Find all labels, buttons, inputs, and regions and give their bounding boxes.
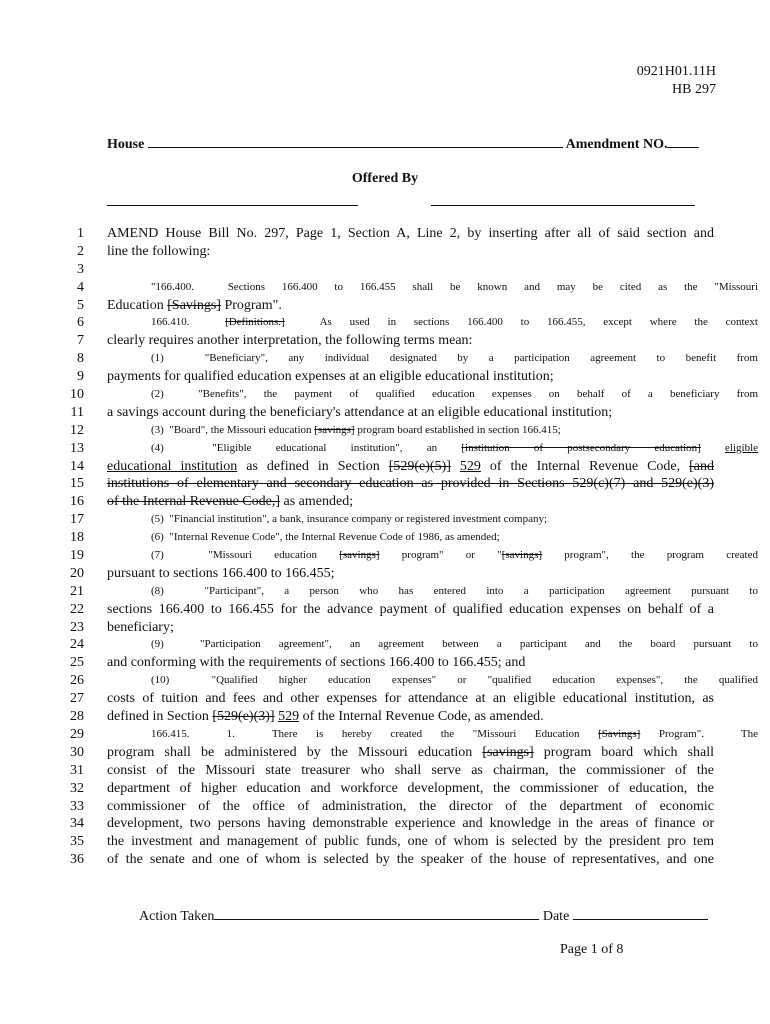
document-line	[0, 851, 770, 869]
document-line	[0, 332, 770, 350]
line-text	[107, 368, 714, 386]
line-number: 10	[70, 387, 84, 403]
line-number: 36	[70, 852, 84, 868]
line-number: 23	[70, 619, 84, 635]
text-segment: consist of the Missouri state treasurer who shall serve as chairman, the commissioner of the	[107, 762, 714, 778]
document-line	[0, 297, 770, 315]
document-line	[0, 833, 770, 851]
text-segment: (2) "Benefits", the payment of qualified education expenses on behalf of a beneficiary from	[151, 388, 758, 401]
line-text	[107, 225, 714, 243]
line-number: 15	[70, 476, 84, 492]
text-segment: (1) "Beneficiary", any individual designated by a participation agreement to benefit from	[151, 352, 758, 365]
text-segment: costs of tuition and fees and other expenses for attendance at an eligible educational institution, as	[107, 691, 714, 707]
deleted-text: [529(e)(3)]	[212, 709, 275, 725]
line-text	[107, 798, 714, 816]
text-segment: program board established in section 166.415;	[354, 423, 561, 436]
line-text	[107, 314, 758, 332]
line-number: 18	[70, 530, 84, 546]
offered-by-line-left	[107, 205, 358, 206]
action-taken-line	[139, 906, 719, 925]
amendment-text	[0, 225, 770, 869]
text-segment: and conforming with the requirements of sections 166.400 to 166.455; and	[107, 655, 526, 671]
text-segment: pursuant to sections 166.400 to 166.455;	[107, 565, 335, 581]
document-line	[0, 225, 770, 243]
text-segment: 166.415. 1. There is hereby created the "Missouri Education	[151, 727, 599, 740]
text-segment: program shall be administered by the Missouri education	[107, 744, 483, 760]
line-number: 19	[70, 548, 84, 564]
line-number: 29	[70, 726, 84, 742]
line-number: 30	[70, 744, 84, 760]
line-text	[107, 422, 758, 440]
text-segment: as amended;	[280, 494, 354, 510]
inserted-text: 529	[278, 709, 300, 725]
line-number: 9	[77, 369, 84, 385]
inserted-text: 529	[459, 458, 481, 474]
document-line	[0, 636, 770, 654]
page-number: Page 1 of 8	[560, 942, 624, 957]
document-line	[0, 368, 770, 386]
text-segment: (8) "Participant", a person who has entered into a participation agreement pursuant to	[151, 584, 758, 597]
deleted-text: [savings]	[501, 549, 543, 562]
offered-by-label: Offered By	[351, 171, 419, 186]
line-number: 35	[70, 834, 84, 850]
deleted-text: [Definitions.]	[225, 316, 285, 329]
line-text	[107, 672, 758, 690]
text-segment: Program".	[220, 297, 282, 313]
text-segment: (9) "Participation agreement", an agreement between a participant and the board pursuant to	[151, 638, 758, 651]
date-blank	[573, 906, 708, 920]
house-blank	[148, 134, 563, 148]
line-text	[107, 762, 714, 780]
text-segment: program board which shall	[533, 744, 714, 760]
document-line	[0, 654, 770, 672]
line-number: 11	[70, 404, 84, 420]
offered-by-line-right	[431, 205, 695, 206]
document-line	[0, 780, 770, 798]
line-text	[107, 726, 758, 744]
document-line	[0, 243, 770, 261]
line-text	[107, 619, 714, 637]
line-text	[107, 583, 758, 601]
text-segment: (5) "Financial institution", a bank, insurance company or registered investment company;	[151, 513, 548, 526]
line-number: 8	[77, 351, 84, 367]
text-segment: commissioner of the office of administration, the director of the department of economic	[107, 798, 714, 814]
document-line	[0, 726, 770, 744]
deleted-text: institutions of elementary and secondary education as provided in Sections 529(c)(7) and 529(e)(3)	[107, 476, 714, 492]
line-text	[107, 243, 714, 261]
document-line	[0, 493, 770, 511]
deleted-text: [Savings]	[598, 727, 641, 740]
document-line	[0, 261, 770, 279]
line-text	[107, 458, 714, 476]
line-text	[107, 780, 714, 798]
line-number: 3	[77, 261, 84, 277]
line-number: 13	[70, 440, 84, 456]
date-label: Date	[542, 909, 570, 924]
document-line	[0, 475, 770, 493]
line-number: 24	[70, 637, 84, 653]
document-line	[0, 619, 770, 637]
document-line	[0, 690, 770, 708]
document-line	[0, 762, 770, 780]
text-segment: a savings account during the beneficiary's attendance at an eligible educational institution;	[107, 404, 613, 420]
deleted-text: of the Internal Revenue Code,]	[107, 494, 280, 510]
inserted-text: educational institution	[107, 458, 238, 474]
line-text	[107, 547, 758, 565]
text-segment: (6) "Internal Revenue Code", the Internal Revenue Code of 1986, as amended;	[151, 531, 500, 544]
line-number: 17	[70, 512, 84, 528]
line-text	[107, 493, 714, 511]
bill-number: HB 297	[672, 82, 716, 97]
deleted-text: [savings]	[314, 423, 355, 436]
text-segment: department of higher education and workforce development, the commissioner of education, the	[107, 780, 714, 796]
document-line	[0, 350, 770, 368]
line-text	[107, 386, 758, 404]
text-segment: of the Internal Revenue Code, as amended.	[299, 709, 544, 725]
text-segment: "166.400. Sections 166.400 to 166.455 shall be known and may be cited as the "Missouri	[151, 280, 758, 293]
house-amendment-line	[107, 134, 713, 153]
line-text	[107, 708, 714, 726]
line-number: 28	[70, 709, 84, 725]
line-text	[107, 529, 758, 547]
document-line	[0, 422, 770, 440]
text-segment: sections 166.400 to 166.455 for the advance payment of qualified education expenses on behalf of a	[107, 601, 714, 617]
line-number: 4	[77, 279, 84, 295]
line-number: 5	[77, 297, 84, 313]
document-line	[0, 386, 770, 404]
line-number: 1	[77, 226, 84, 241]
text-segment: defined in Section	[107, 709, 213, 725]
text-segment: of the Internal Revenue Code,	[480, 458, 690, 474]
line-text	[107, 565, 714, 583]
text-segment: Program". The	[640, 727, 758, 740]
text-segment: development, two persons having demonstrable experience and knowledge in the areas of finance or	[107, 816, 714, 832]
line-number: 26	[70, 673, 84, 689]
line-number: 22	[70, 601, 84, 617]
line-number: 14	[70, 458, 84, 474]
line-number: 32	[70, 780, 84, 796]
text-segment	[451, 459, 460, 474]
document-line	[0, 314, 770, 332]
document-line	[0, 529, 770, 547]
text-segment	[701, 442, 725, 454]
line-text	[107, 815, 714, 833]
document-id: 0921H01.11H	[636, 64, 716, 79]
line-number: 20	[70, 565, 84, 581]
line-text	[107, 511, 758, 529]
document-line	[0, 279, 770, 297]
text-segment: payments for qualified education expenses at an eligible educational institution;	[107, 369, 554, 385]
line-text	[107, 601, 714, 619]
line-number: 34	[70, 816, 84, 832]
line-text	[107, 404, 714, 422]
document-line	[0, 744, 770, 762]
document-line	[0, 601, 770, 619]
document-line	[0, 458, 770, 476]
document-line	[0, 583, 770, 601]
text-segment: program" or "	[379, 549, 502, 562]
text-segment: (4) "Eligible educational institution", an	[151, 441, 462, 454]
line-text	[107, 297, 714, 315]
document-line	[0, 547, 770, 565]
document-line	[0, 440, 770, 458]
line-number: 31	[70, 762, 84, 778]
house-label: House	[107, 137, 145, 152]
text-segment: line the following:	[107, 243, 211, 259]
line-number: 27	[70, 691, 84, 707]
line-text	[107, 851, 714, 869]
text-segment: As used in sections 166.400 to 166.455, except where the context	[284, 316, 758, 329]
line-text	[107, 279, 758, 297]
line-number: 2	[77, 243, 84, 259]
action-taken-blank	[214, 906, 539, 920]
text-segment: as defined in Section	[237, 458, 389, 474]
deleted-text: [institution of postsecondary education]	[461, 441, 701, 454]
line-text	[107, 833, 714, 851]
text-segment: (10) "Qualified higher education expenses" or "qualified education expenses", the qualified	[151, 674, 758, 687]
text-segment: beneficiary;	[107, 619, 174, 635]
text-segment: 166.410.	[151, 316, 226, 329]
text-segment: of the senate and one of whom is selected by the speaker of the house of representatives, and one	[107, 852, 714, 868]
text-segment: AMEND House Bill No. 297, Page 1, Section A, Line 2, by inserting after all of said section and	[107, 226, 714, 241]
line-number: 6	[77, 315, 84, 331]
document-line	[0, 404, 770, 422]
line-number: 33	[70, 798, 84, 814]
text-segment: (7) "Missouri education	[151, 549, 340, 562]
line-number: 16	[70, 494, 84, 510]
action-taken-label: Action Taken	[139, 909, 215, 924]
document-line	[0, 672, 770, 690]
line-number: 21	[70, 583, 84, 599]
text-segment: clearly requires another interpretation, the following terms mean:	[107, 333, 473, 349]
line-text	[107, 654, 714, 672]
line-text	[107, 690, 714, 708]
line-number: 12	[70, 422, 84, 438]
deleted-text: [and	[689, 458, 715, 474]
line-text	[107, 475, 714, 493]
line-number: 25	[70, 655, 84, 671]
amendment-label: Amendment NO.	[565, 137, 668, 152]
line-text	[107, 744, 714, 762]
deleted-text: [529(e)(5)]	[388, 458, 451, 474]
line-number: 7	[77, 333, 84, 349]
text-segment: the investment and management of public funds, one of whom is selected by the president pro tem	[107, 834, 714, 850]
amendment-number-blank	[667, 134, 699, 148]
document-line	[0, 798, 770, 816]
text-segment: (3) "Board", the Missouri education	[151, 423, 315, 436]
line-text	[107, 332, 714, 350]
document-line	[0, 815, 770, 833]
line-text	[107, 440, 758, 458]
inserted-text: eligible	[725, 441, 759, 454]
document-line	[0, 511, 770, 529]
document-line	[0, 565, 770, 583]
deleted-text: [savings]	[339, 549, 380, 562]
deleted-text: [savings]	[482, 744, 534, 760]
text-segment: program", the program created	[542, 549, 758, 562]
document-line	[0, 708, 770, 726]
text-segment: Education	[107, 297, 168, 313]
line-text	[107, 636, 758, 654]
deleted-text: [Savings]	[167, 297, 221, 313]
line-text	[107, 350, 758, 368]
